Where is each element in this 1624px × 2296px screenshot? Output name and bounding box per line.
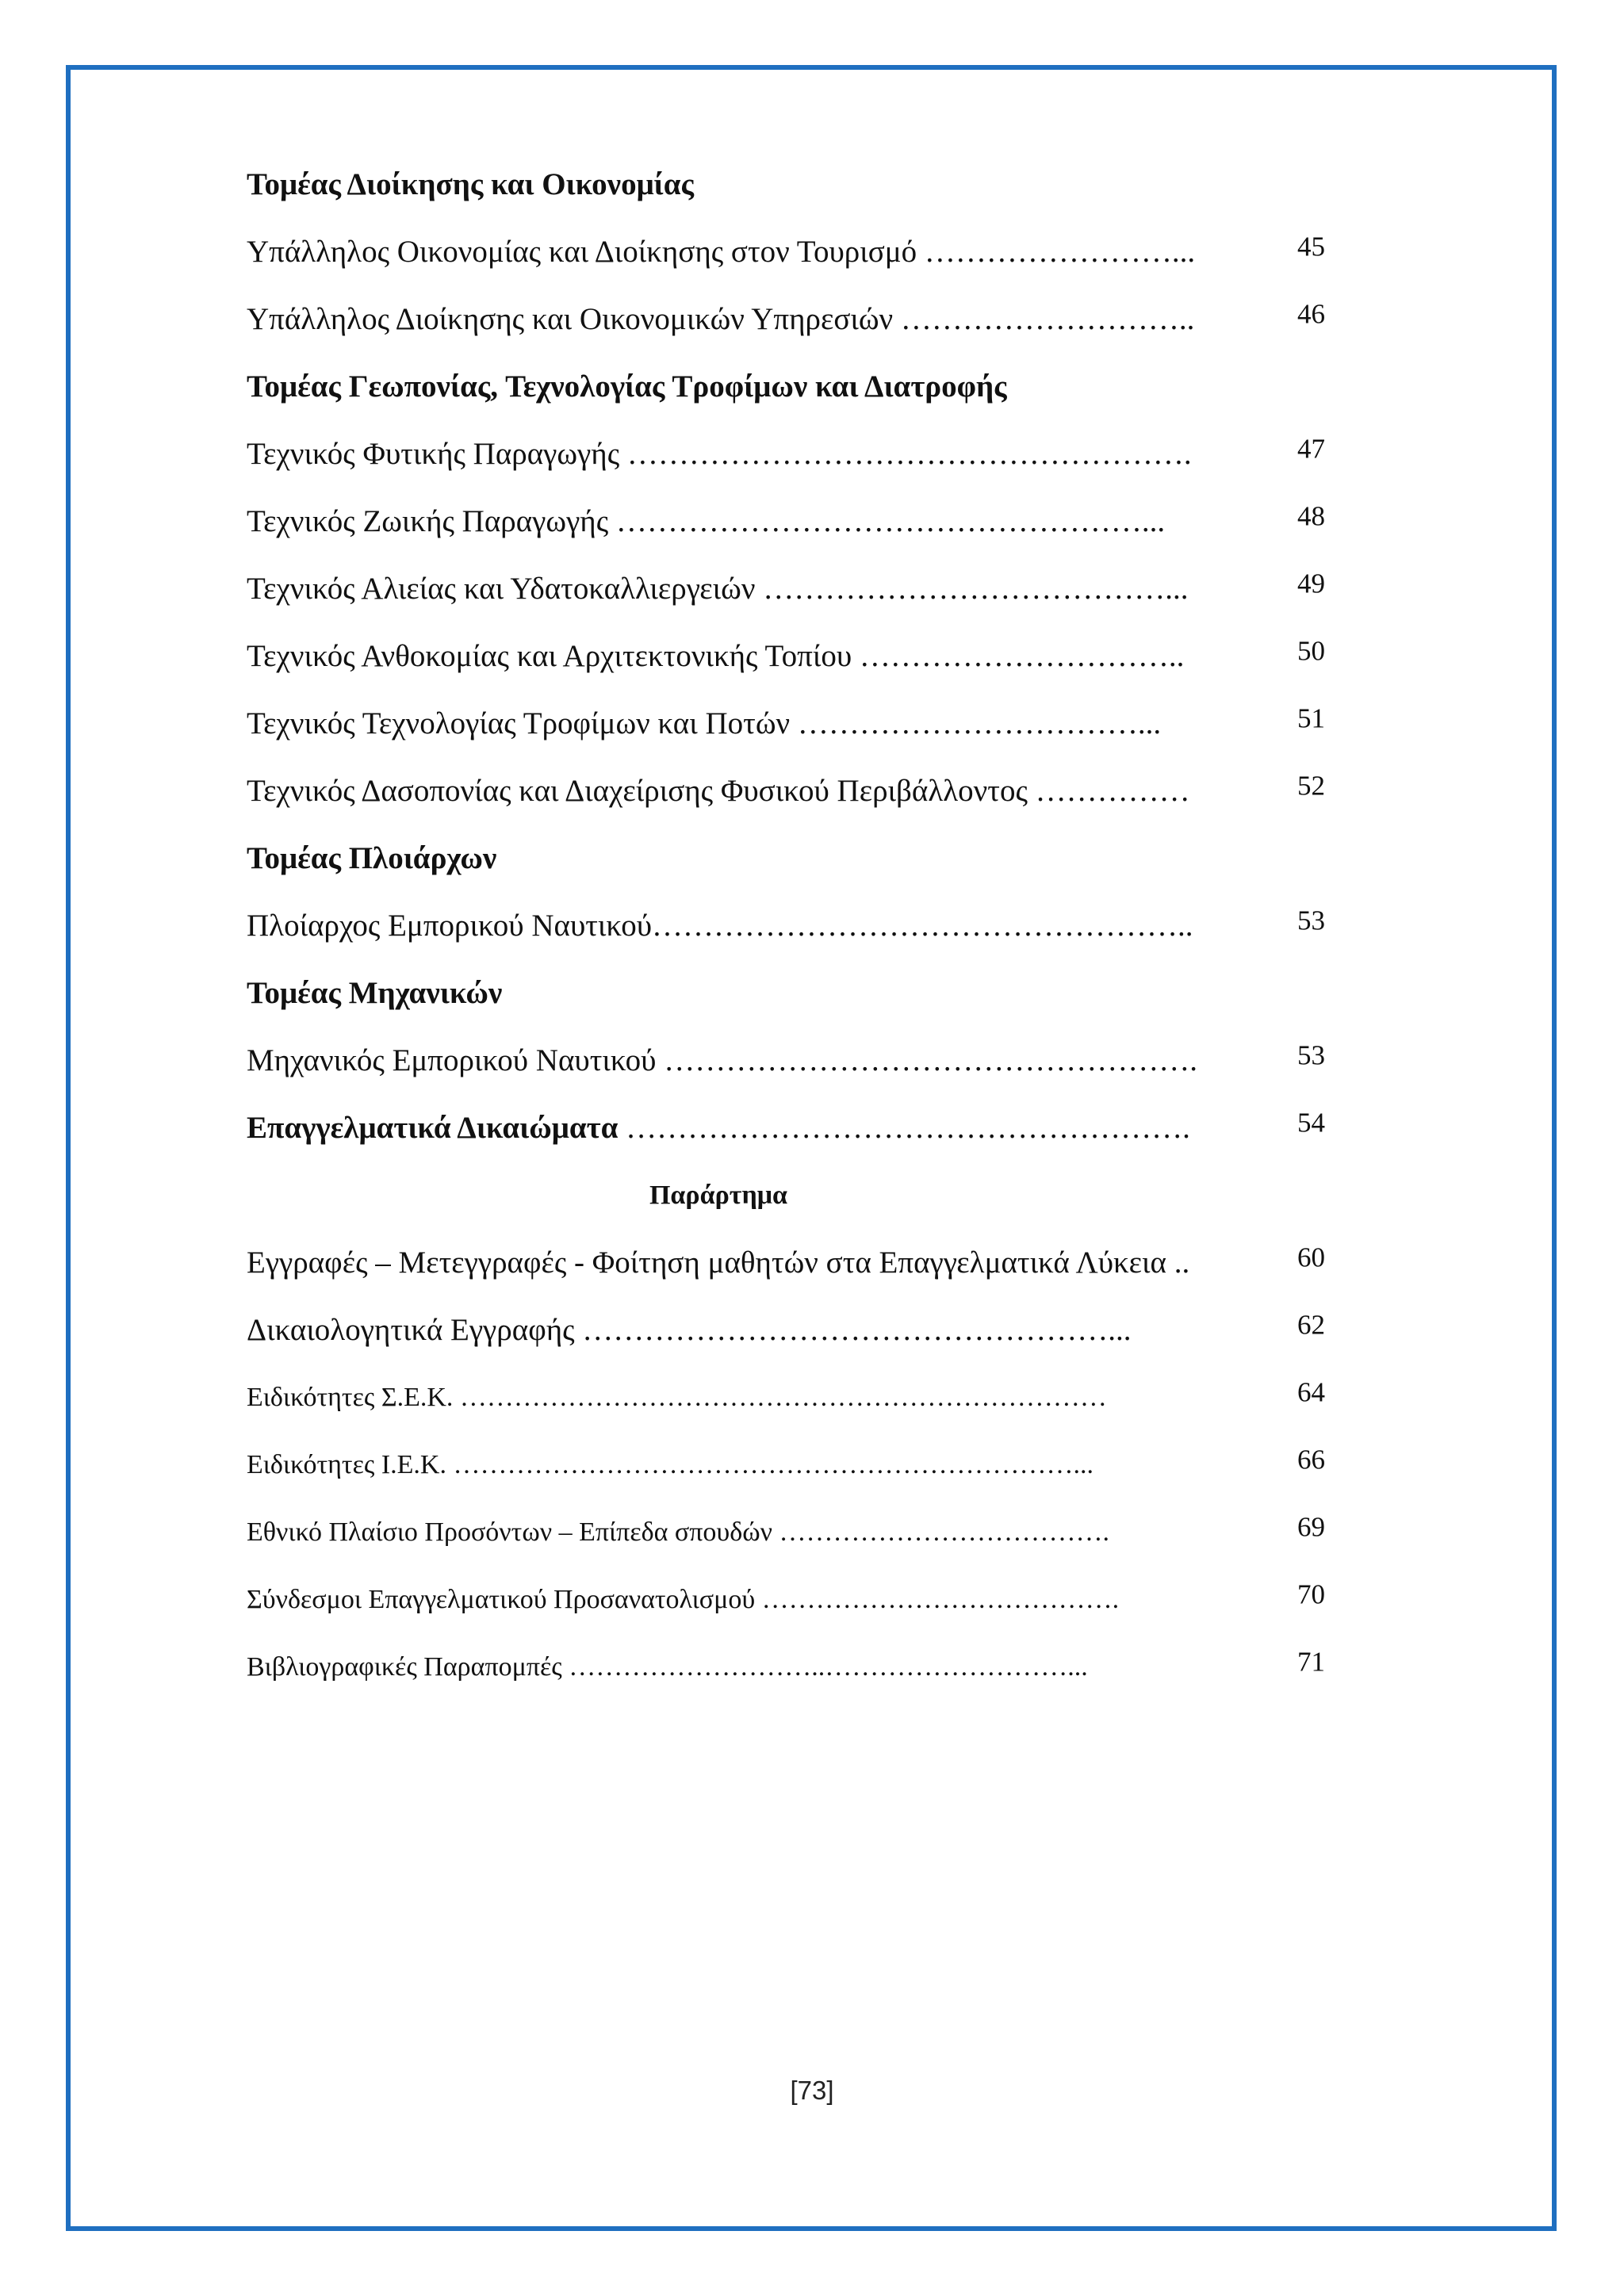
appendix-heading: Παράρτημα: [649, 1180, 788, 1210]
toc-entry-title: Τεχνικός Δασοπονίας και Διαχείρισης Φυσικού Περιβάλλοντος ……………: [247, 774, 1190, 808]
toc-entry-title: Βιβλιογραφικές Παραπομπές ………………………..………………………...: [247, 1651, 1088, 1682]
toc-entry: [247, 488, 1325, 555]
toc-entry: [247, 757, 1325, 825]
toc-entry-title: Τεχνικός Τεχνολογίας Τροφίμων και Ποτών ……………………………...: [247, 706, 1162, 740]
toc-entry-page: 70: [1297, 1578, 1325, 1609]
section-heading: Τομέας Γεωπονίας, Τεχνολογίας Τροφίμων και Διατροφής: [247, 369, 1007, 404]
toc-entry: [247, 1566, 1325, 1633]
toc-entry-page: 52: [1297, 770, 1325, 801]
toc-entry-title: Εγγραφές – Μετεγγραφές - Φοίτηση μαθητών στα Επαγγελματικά Λύκεια ..: [247, 1246, 1190, 1280]
toc-entry-title: Ειδικότητες Ι.Ε.Κ. ……………………………………………………………...: [247, 1449, 1094, 1479]
toc-entry-page: 71: [1297, 1646, 1325, 1677]
toc-entry-title: Υπάλληλος Διοίκησης και Οικονομικών Υπηρεσιών ………………………..: [247, 302, 1195, 336]
toc-entry: [247, 690, 1325, 757]
toc-entry-title: Τεχνικός Αλιείας και Υδατοκαλλιεργειών …………………………………...: [247, 572, 1189, 606]
toc-entry: [247, 285, 1325, 353]
toc-entry-leader: ……………………………………………….: [618, 1111, 1190, 1145]
toc-entry-title: Πλοίαρχος Εμπορικού Ναυτικού……………………………………………..: [247, 909, 1193, 943]
section-heading: Τομέας Διοίκησης και Οικονομίας: [247, 167, 694, 201]
toc-entry-page: 54: [1297, 1107, 1325, 1138]
toc-entry: [247, 1498, 1325, 1566]
table-of-contents: [247, 151, 1325, 1701]
toc-entry: [247, 1364, 1325, 1431]
toc-entry-page: 53: [1297, 905, 1325, 936]
page-number: [73]: [790, 2076, 834, 2105]
toc-entry-page: 45: [1297, 231, 1325, 262]
toc-entry-title: Σύνδεσμοι Επαγγελματικού Προσανατολισμού ………………………………….: [247, 1584, 1120, 1614]
toc-entry: [247, 1296, 1325, 1364]
toc-entry-page: 69: [1297, 1511, 1325, 1542]
toc-entry-page: 64: [1297, 1376, 1325, 1407]
toc-entry-title: Ειδικότητες Σ.Ε.Κ. ………………………………………………………………: [247, 1382, 1107, 1412]
toc-entry: [247, 1094, 1325, 1161]
toc-entry: [247, 1431, 1325, 1498]
toc-entry: [247, 218, 1325, 285]
toc-entry: [247, 1229, 1325, 1296]
toc-entry-title: Μηχανικός Εμπορικού Ναυτικού …………………………………………….: [247, 1043, 1197, 1077]
section-heading: Τομέας Πλοιάρχων: [247, 841, 497, 875]
toc-entry-page: 62: [1297, 1309, 1325, 1340]
toc-entry: [247, 1633, 1325, 1701]
toc-entry: [247, 420, 1325, 488]
toc-entry-page: 48: [1297, 500, 1325, 531]
toc-entry-title: Υπάλληλος Οικονομίας και Διοίκησης στον Τουρισμό ……………………...: [247, 235, 1196, 269]
toc-entry-page: 50: [1297, 635, 1325, 666]
toc-entry-bold-title: Επαγγελματικά Δικαιώματα: [247, 1111, 619, 1145]
toc-entry-page: 47: [1297, 433, 1325, 464]
toc-entry-page: 60: [1297, 1242, 1325, 1272]
toc-entry-title: Τεχνικός Φυτικής Παραγωγής ……………………………………………….: [247, 437, 1192, 471]
toc-entry-title: [247, 1112, 1190, 1143]
toc-entry: [247, 1027, 1325, 1094]
toc-entry-page: 49: [1297, 568, 1325, 599]
toc-entry-title: Τεχνικός Ζωικής Παραγωγής ……………………………………………...: [247, 504, 1166, 538]
toc-entry-page: 66: [1297, 1444, 1325, 1475]
toc-entry-page: 51: [1297, 702, 1325, 733]
toc-entry-page: 46: [1297, 298, 1325, 329]
toc-entry-title: Δικαιολογητικά Εγγραφής ……………………………………………...: [247, 1313, 1132, 1347]
toc-entry: [247, 892, 1325, 959]
section-heading: Τομέας Μηχανικών: [247, 976, 503, 1010]
toc-entry: [247, 555, 1325, 622]
toc-entry-title: Τεχνικός Ανθοκομίας και Αρχιτεκτονικής Τοπίου …………………………..: [247, 639, 1185, 673]
toc-entry-page: 53: [1297, 1039, 1325, 1070]
toc-entry-title: Εθνικό Πλαίσιο Προσόντων – Επίπεδα σπουδών ……………………………….: [247, 1517, 1110, 1547]
toc-entry: [247, 622, 1325, 690]
